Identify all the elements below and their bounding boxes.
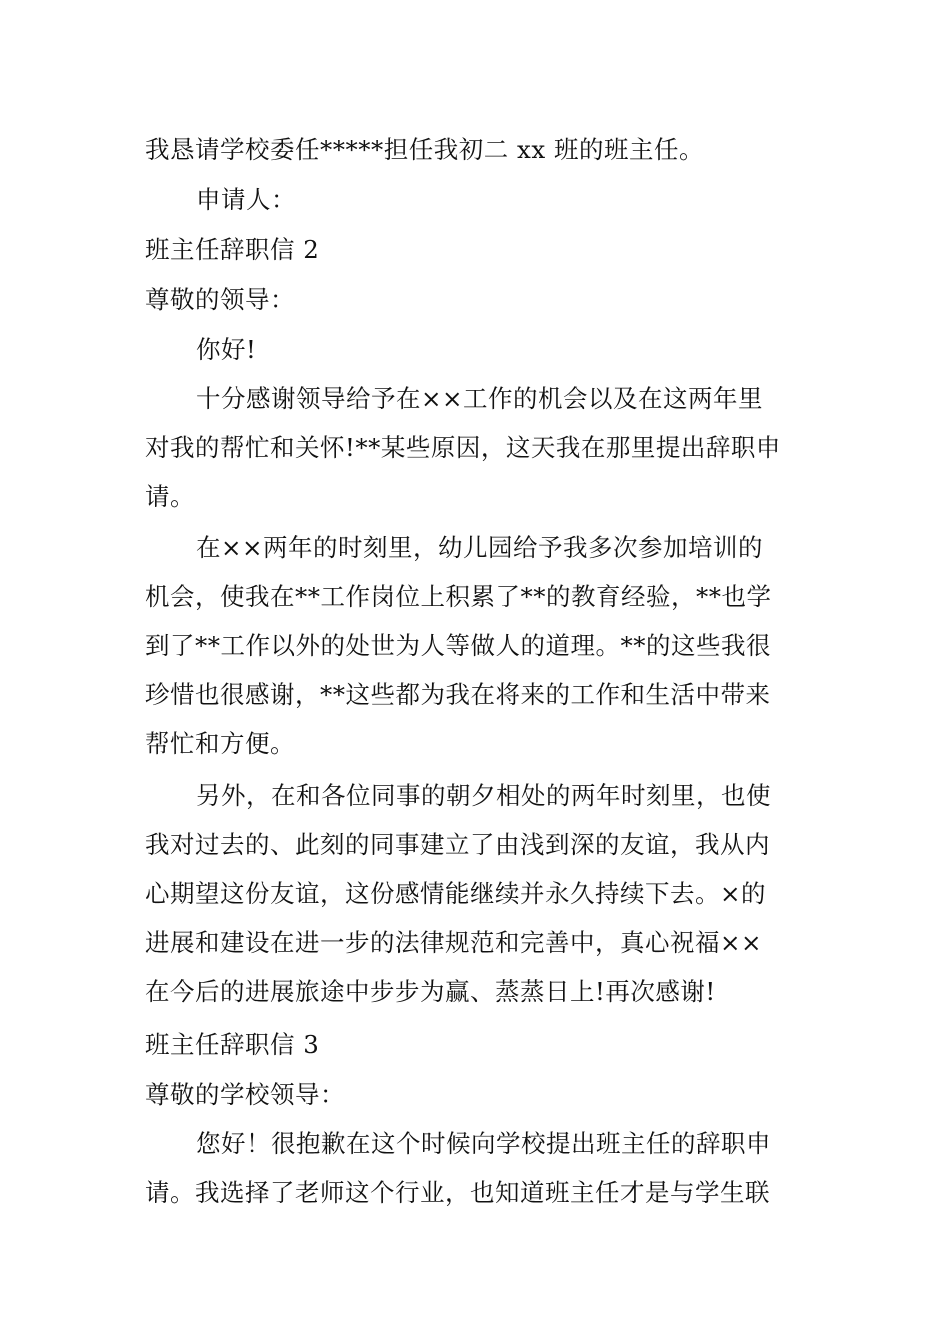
text-line: 我恳请学校委任*****担任我初二 xx 班的班主任。 [145, 135, 704, 164]
applicant-label: 申请人： [196, 185, 296, 214]
paragraph-line: 十分感谢领导给予在××工作的机会以及在这两年里 [196, 384, 764, 413]
salutation: 尊敬的领导： [145, 285, 295, 314]
paragraph-line: 到了**工作以外的处世为人等做人的道理。**的这些我很 [145, 631, 771, 660]
paragraph-line: 进展和建设在进一步的法律规范和完善中，真心祝福×× [145, 928, 763, 957]
paragraph-line: 帮忙和方便。 [145, 729, 295, 758]
paragraph-line: 对我的帮忙和关怀!**某些原因，这天我在那里提出辞职申 [145, 433, 781, 462]
salutation: 尊敬的学校领导： [145, 1080, 345, 1109]
paragraph-line: 在今后的进展旅途中步步为赢、蒸蒸日上!再次感谢! [145, 977, 716, 1006]
paragraph-line: 心期望这份友谊，这份感情能继续并永久持续下去。×的 [145, 879, 767, 908]
paragraph-line: 另外，在和各位同事的朝夕相处的两年时刻里，也使 [196, 781, 771, 810]
section-title: 班主任辞职信 2 [145, 235, 320, 264]
paragraph-line: 珍惜也很感谢，**这些都为我在将来的工作和生活中带来 [145, 680, 771, 709]
paragraph-line: 请。我选择了老师这个行业，也知道班主任才是与学生联 [145, 1178, 770, 1207]
section-title: 班主任辞职信 3 [145, 1030, 320, 1059]
greeting: 你好! [196, 335, 257, 364]
paragraph-line: 在××两年的时刻里，幼儿园给予我多次参加培训的 [196, 533, 764, 562]
paragraph-line: 我对过去的、此刻的同事建立了由浅到深的友谊，我从内 [145, 830, 770, 859]
paragraph-line: 请。 [145, 482, 195, 511]
paragraph-line: 机会，使我在**工作岗位上积累了**的教育经验，**也学 [145, 582, 772, 611]
paragraph-line: 您好！很抱歉在这个时候向学校提出班主任的辞职申 [196, 1129, 771, 1158]
